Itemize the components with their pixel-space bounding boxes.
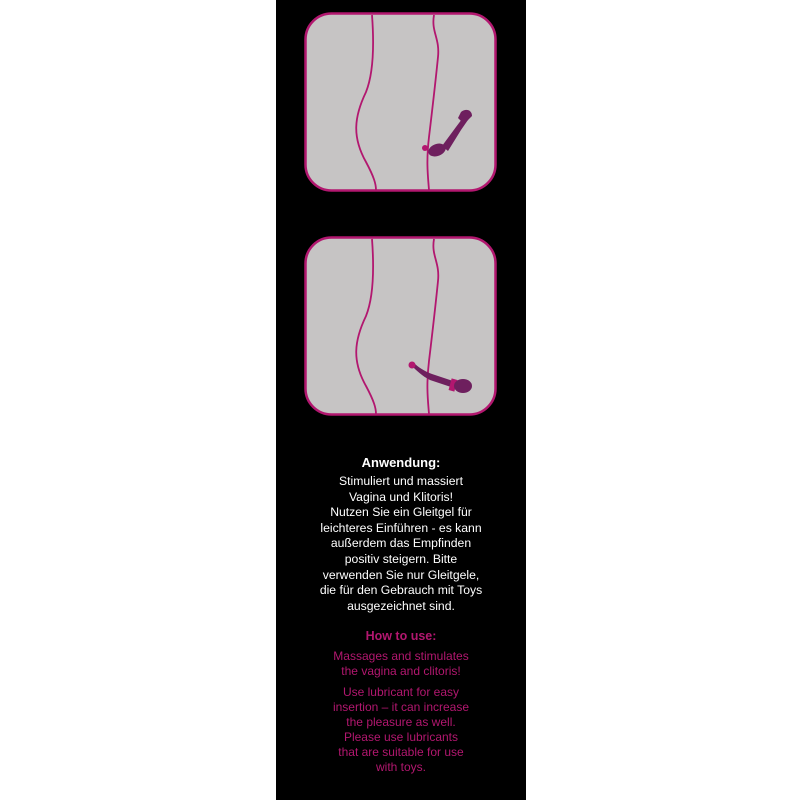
english-heading: How to use:: [365, 629, 437, 643]
german-heading: Anwendung:: [361, 455, 441, 470]
usage-illustration-insertion: [304, 236, 497, 416]
english-instructions-1: Massages and stimulates the vagina and clitoris!: [333, 649, 469, 678]
english-instructions-2: Use lubricant for easy insertion – it can increase the pleasure as well. Please use lubricants that are suitable for use with toys.: [332, 685, 470, 774]
usage-illustration-clitoral: [304, 12, 497, 192]
german-instructions: Stimuliert und massiert Vagina und Klitoris! Nutzen Sie ein Gleitgel für leichteres Einführen - es kann außerdem das Empfinden positiv steigern. Bitte verwenden Sie nur Gleitgele, die für den Gebrauch mit Toys ausgezeichnet sind.: [319, 474, 483, 613]
